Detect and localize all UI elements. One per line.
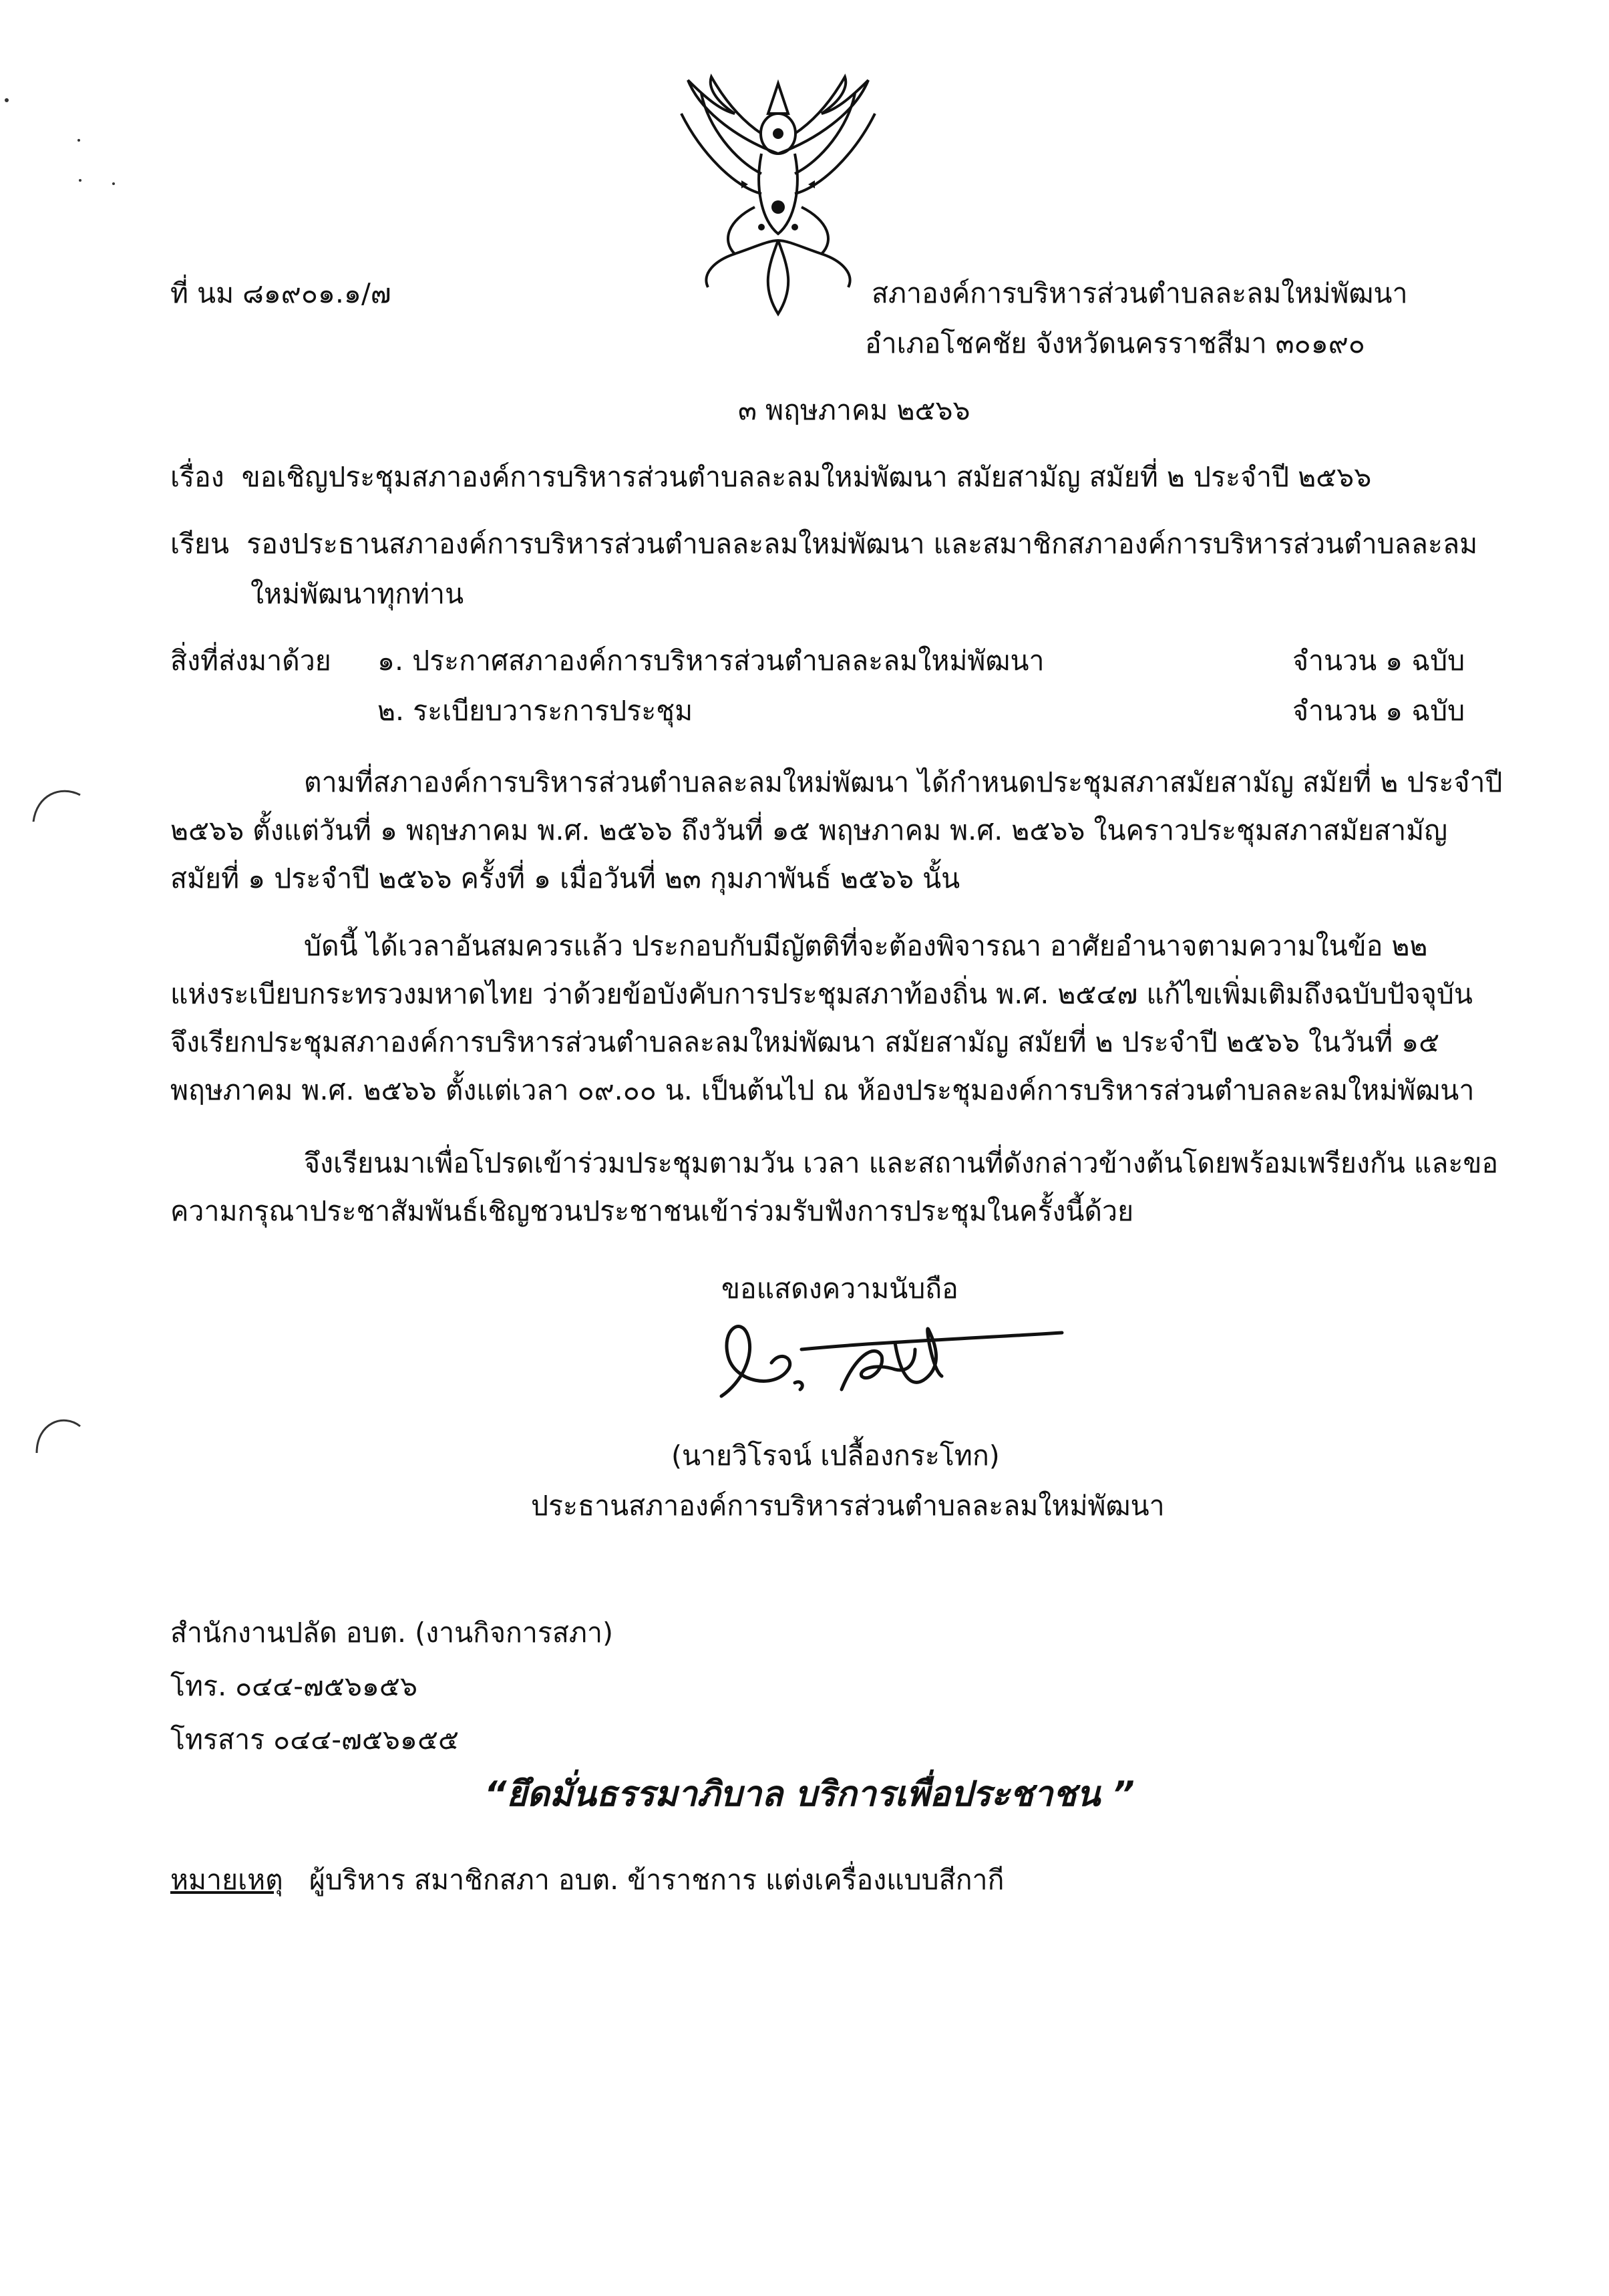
body-paragraph-2 [170,922,1501,1114]
paragraph-line: แห่งระเบียบกระทรวงมหาดไทย ว่าด้วยข้อบังคับการประชุมสภาท้องถิ่น พ.ศ. ๒๕๔๗ แก้ไขเพิ่มเติมถึงฉบับปัจจุบัน [170,978,1473,1010]
signer-name: (นายวิโรจน์ เปลื้องกระโทก) [671,1440,1000,1472]
note [170,1864,1004,1897]
scan-speck-mark [0,53,134,187]
paragraph-line: สมัยที่ ๑ ประจำปี ๒๕๖๖ ครั้งที่ ๑ เมื่อวันที่ ๒๓ กุมภาพันธ์ ๒๕๖๖ นั้น [170,862,960,894]
note-label: หมายเหตุ [170,1864,283,1896]
subject-line [170,461,1371,494]
subject-text: ขอเชิญประชุมสภาองค์การบริหารส่วนตำบลละลมใหม่พัฒนา สมัยสามัญ สมัยที่ ๒ ประจำปี ๒๕๖๖ [241,461,1372,493]
garuda-emblem-icon [661,73,895,321]
paragraph-line: จึงเรียกประชุมสภาองค์การบริหารส่วนตำบลละลมใหม่พัฒนา สมัยสามัญ สมัยที่ ๒ ประจำปี ๒๕๖๖ ในวันที่ ๑๕ [170,1026,1440,1058]
closing-salutation: ขอแสดงความนับถือ [721,1273,958,1305]
fax-number: โทรสาร ๐๔๔-๗๕๖๑๕๕ [170,1724,460,1756]
paragraph-line: พฤษภาคม พ.ศ. ๒๕๖๖ ตั้งแต่เวลา ๐๙.๐๐ น. เป็นต้นไป ณ ห้องประชุมองค์การบริหารส่วนตำบลละลมใหม่พัฒนา [170,1074,1475,1106]
punch-hole-mark [27,782,87,828]
organization-address: อำเภอโชคชัย จังหวัดนครราชสีมา ๓๐๑๙๐ [865,327,1365,359]
attachment-quantity: จำนวน ๑ ฉบับ [1292,695,1465,727]
body-paragraph-3 [170,1139,1501,1235]
attachment-item: ๒. ระเบียบวาระการประชุม [377,695,693,727]
punch-hole-mark [27,1406,87,1466]
paragraph-line: ตามที่สภาองค์การบริหารส่วนตำบลละลมใหม่พัฒนา ได้กำหนดประชุมสภาสมัยสามัญ สมัยที่ ๒ ประจำปี [304,766,1503,798]
body-paragraph-1 [170,758,1501,903]
attachments-label: สิ่งที่ส่งมาด้วย [170,645,331,677]
attachment-quantity: จำนวน ๑ ฉบับ [1292,645,1465,677]
subject-label: เรื่อง [170,461,224,493]
handwritten-signature [701,1303,1075,1416]
motto: “ยึดมั่นธรรมาภิบาล บริการเพื่อประชาชน ” [484,1774,1135,1814]
recipient-line [170,528,1477,560]
paragraph-line: ๒๕๖๖ ตั้งแต่วันที่ ๑ พฤษภาคม พ.ศ. ๒๕๖๖ ถึงวันที่ ๑๕ พฤษภาคม พ.ศ. ๒๕๖๖ ในคราวประชุมสภาสมัยสามัญ [170,814,1448,846]
document-date: ๓ พฤษภาคม ๒๕๖๖ [738,394,970,426]
phone-number: โทร. ๐๔๔-๗๕๖๑๕๖ [170,1670,417,1702]
note-text: ผู้บริหาร สมาชิกสภา อบต. ข้าราชการ แต่งเครื่องแบบสีกากี [309,1864,1005,1896]
document-number: ที่ นม ๘๑๙๐๑.๑/๗ [170,277,391,309]
paragraph-line: บัดนี้ ได้เวลาอันสมควรแล้ว ประกอบกับมีญัตติที่จะต้องพิจารณา อาศัยอำนาจตามความในข้อ ๒๒ [304,930,1428,962]
organization-name: สภาองค์การบริหารส่วนตำบลละลมใหม่พัฒนา [872,277,1408,309]
attachment-item: ๑. ประกาศสภาองค์การบริหารส่วนตำบลละลมใหม่พัฒนา [377,645,1045,677]
paragraph-line: จึงเรียนมาเพื่อโปรดเข้าร่วมประชุมตามวัน เวลา และสถานที่ดังกล่าวข้างต้นโดยพร้อมเพรียงกัน และขอ [304,1147,1499,1179]
recipient-text: รองประธานสภาองค์การบริหารส่วนตำบลละลมใหม่พัฒนา และสมาชิกสภาองค์การบริหารส่วนตำบลละลม [246,528,1478,560]
recipient-continuation: ใหม่พัฒนาทุกท่าน [250,578,464,610]
signer-title: ประธานสภาองค์การบริหารส่วนตำบลละลมใหม่พัฒนา [531,1490,1165,1522]
recipient-label: เรียน [170,528,230,560]
office-name: สำนักงานปลัด อบต. (งานกิจการสภา) [170,1617,613,1649]
paragraph-line: ความกรุณาประชาสัมพันธ์เชิญชวนประชาชนเข้าร่วมรับฟังการประชุมในครั้งนี้ด้วย [170,1195,1134,1227]
